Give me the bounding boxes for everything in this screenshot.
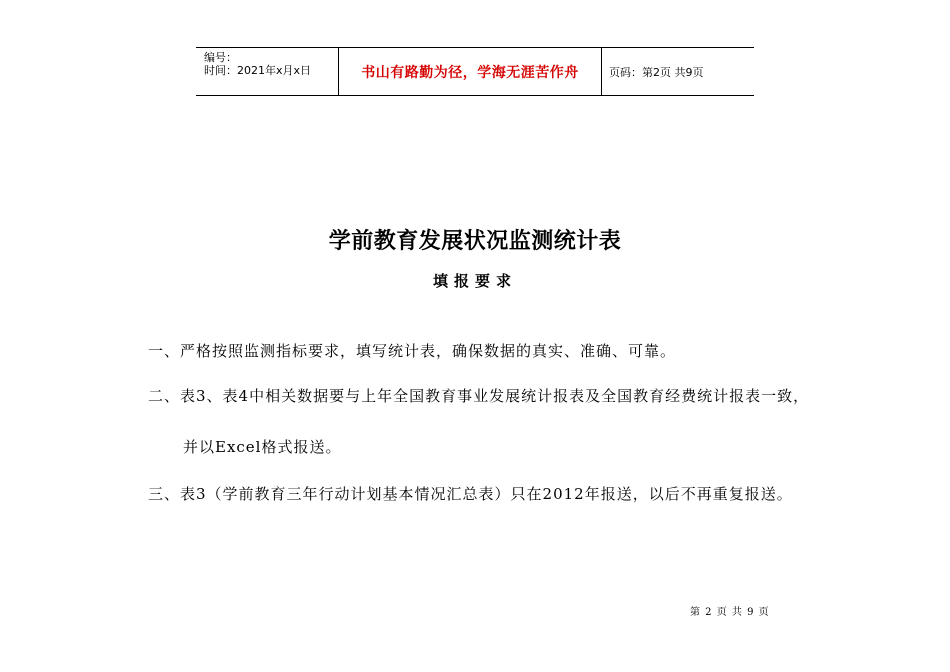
requirement-paragraph-3: 三、表3（学前教育三年行动计划基本情况汇总表）只在2012年报送，以后不再重复报送。 [148,485,793,503]
requirement-paragraph-1: 一、严格按照监测指标要求，填写统计表，确保数据的真实、准确、可靠。 [148,342,677,360]
date-line: 时间：2021年x月x日 [204,64,312,77]
requirement-paragraph-2-continued: 并以Excel格式报送。 [183,438,342,456]
header-page-code: 页码：第2页 共9页 [609,65,704,79]
page-header [196,47,754,96]
requirement-paragraph-2: 二、表3、表4中相关数据要与上年全国教育事业发展统计报表及全国教育经费统计报表一致， [148,387,810,405]
header-motto-cell [339,48,602,95]
header-page-cell [602,48,754,95]
header-meta-cell [196,48,339,95]
serial-number-label: 编号： [204,51,237,64]
document-subtitle: 填报要求 [432,272,517,290]
header-motto: 书山有路勤为径，学海无涯苦作舟 [361,64,579,81]
document-title: 学前教育发展状况监测统计表 [328,228,622,254]
page-footer: 第 2 页 共 9 页 [690,607,770,618]
